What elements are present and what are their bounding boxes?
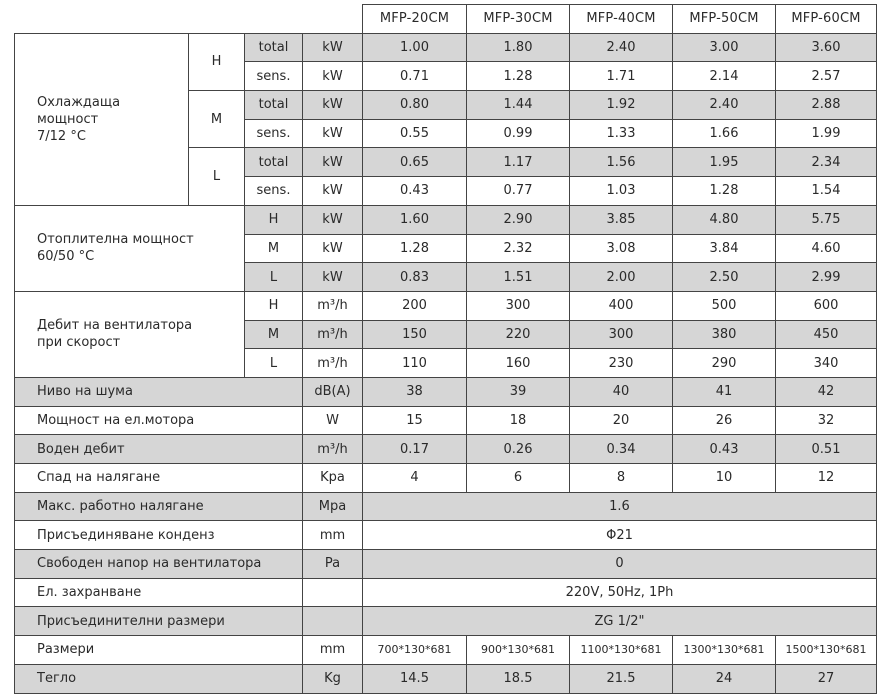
value-cell: 3.08: [570, 234, 673, 263]
value-cell: 2.40: [570, 33, 673, 62]
table-row: [15, 464, 877, 493]
unit-cell: kW: [303, 263, 363, 292]
value-cell: 1.44: [467, 91, 570, 120]
unit-cell: kW: [303, 62, 363, 91]
label-line: Охлаждаща: [37, 94, 121, 110]
value-cell: 1.80: [467, 33, 570, 62]
value-cell: 2.32: [467, 234, 570, 263]
value-cell: 1.28: [467, 62, 570, 91]
unit-cell: W: [303, 406, 363, 435]
value-cell: 40: [570, 377, 673, 406]
value-cell: 340: [776, 349, 877, 378]
value-cell: 0.17: [363, 435, 467, 464]
value-cell: 26: [673, 406, 776, 435]
value-cell: 1.56: [570, 148, 673, 177]
value-cell: 18: [467, 406, 570, 435]
value-cell: 32: [776, 406, 877, 435]
label-line: Отоплителна мощност: [37, 232, 194, 248]
value-cell: 21.5: [570, 664, 673, 693]
speed-cell: M: [245, 320, 303, 349]
value-cell: 4.60: [776, 234, 877, 263]
unit-cell: kW: [303, 177, 363, 206]
specifications-table: [14, 4, 877, 694]
row-label: Макс. работно налягане: [15, 492, 303, 521]
value-cell: 0.26: [467, 435, 570, 464]
value-cell: 20: [570, 406, 673, 435]
value-cell: 14.5: [363, 664, 467, 693]
type-cell: total: [245, 33, 303, 62]
value-cell: 8: [570, 464, 673, 493]
label-line: Дебит на вентилатора: [37, 318, 193, 334]
row-label: Размери: [15, 636, 303, 665]
row-label: Мощност на ел.мотора: [15, 406, 303, 435]
value-cell: 0.71: [363, 62, 467, 91]
value-cell: 2.90: [467, 205, 570, 234]
value-cell: 1500*130*681: [776, 636, 877, 665]
value-cell: 0.34: [570, 435, 673, 464]
value-cell: 290: [673, 349, 776, 378]
value-cell: 3.85: [570, 205, 673, 234]
merged-value-cell: 0: [363, 550, 877, 579]
value-cell: 900*130*681: [467, 636, 570, 665]
speed-cell: H: [245, 205, 303, 234]
unit-cell: m³/h: [303, 349, 363, 378]
value-cell: 1.66: [673, 119, 776, 148]
unit-cell: kW: [303, 234, 363, 263]
unit-cell: mm: [303, 636, 363, 665]
row-label: Ниво на шума: [15, 377, 303, 406]
value-cell: 380: [673, 320, 776, 349]
row-label: Присъединителни размери: [15, 607, 303, 636]
table-row: [15, 636, 877, 665]
model-header: MFP-30CM: [467, 5, 570, 34]
unit-cell: [303, 607, 363, 636]
value-cell: 2.50: [673, 263, 776, 292]
value-cell: 4: [363, 464, 467, 493]
type-cell: total: [245, 148, 303, 177]
value-cell: 2.34: [776, 148, 877, 177]
unit-cell: Kpa: [303, 464, 363, 493]
value-cell: 10: [673, 464, 776, 493]
speed-cell: L: [245, 349, 303, 378]
value-cell: 700*130*681: [363, 636, 467, 665]
value-cell: 6: [467, 464, 570, 493]
speed-cell: M: [245, 234, 303, 263]
value-cell: 2.00: [570, 263, 673, 292]
header-spacer: [15, 5, 363, 34]
value-cell: 38: [363, 377, 467, 406]
model-header: MFP-40CM: [570, 5, 673, 34]
value-cell: 1.99: [776, 119, 877, 148]
value-cell: 1.00: [363, 33, 467, 62]
speed-cell: L: [189, 148, 245, 205]
table-row: [15, 550, 877, 579]
value-cell: 300: [570, 320, 673, 349]
unit-cell: mm: [303, 521, 363, 550]
label-line: мощност: [37, 111, 99, 127]
table-row: [15, 578, 877, 607]
row-label: Свободен напор на вентилатора: [15, 550, 303, 579]
speed-cell: L: [245, 263, 303, 292]
value-cell: 1.92: [570, 91, 673, 120]
value-cell: 42: [776, 377, 877, 406]
value-cell: 24: [673, 664, 776, 693]
value-cell: 200: [363, 291, 467, 320]
speed-cell: H: [189, 33, 245, 90]
unit-cell: m³/h: [303, 320, 363, 349]
value-cell: 3.60: [776, 33, 877, 62]
table-row: [15, 205, 877, 234]
merged-value-cell: 1.6: [363, 492, 877, 521]
table-row: [15, 33, 877, 62]
value-cell: 450: [776, 320, 877, 349]
value-cell: 600: [776, 291, 877, 320]
table-row: [15, 521, 877, 550]
merged-value-cell: ZG 1/2": [363, 607, 877, 636]
heating-capacity-label: [15, 205, 245, 291]
unit-cell: dB(A): [303, 377, 363, 406]
model-header: MFP-50CM: [673, 5, 776, 34]
value-cell: 230: [570, 349, 673, 378]
table-row: [15, 664, 877, 693]
unit-cell: Kg: [303, 664, 363, 693]
value-cell: 2.14: [673, 62, 776, 91]
value-cell: 500: [673, 291, 776, 320]
value-cell: 1100*130*681: [570, 636, 673, 665]
value-cell: 0.55: [363, 119, 467, 148]
merged-value-cell: Φ21: [363, 521, 877, 550]
value-cell: 0.99: [467, 119, 570, 148]
value-cell: 1.33: [570, 119, 673, 148]
value-cell: 1300*130*681: [673, 636, 776, 665]
value-cell: 2.99: [776, 263, 877, 292]
value-cell: 1.28: [673, 177, 776, 206]
unit-cell: kW: [303, 205, 363, 234]
value-cell: 0.43: [363, 177, 467, 206]
merged-value-cell: 220V, 50Hz, 1Ph: [363, 578, 877, 607]
value-cell: 0.80: [363, 91, 467, 120]
value-cell: 0.83: [363, 263, 467, 292]
value-cell: 0.43: [673, 435, 776, 464]
value-cell: 4.80: [673, 205, 776, 234]
value-cell: 1.17: [467, 148, 570, 177]
unit-cell: kW: [303, 91, 363, 120]
table-row: [15, 377, 877, 406]
table-row: [15, 435, 877, 464]
type-cell: total: [245, 91, 303, 120]
type-cell: sens.: [245, 177, 303, 206]
table-row: [15, 492, 877, 521]
model-header: MFP-20CM: [363, 5, 467, 34]
value-cell: 1.28: [363, 234, 467, 263]
speed-cell: H: [245, 291, 303, 320]
label-line: при скорост: [37, 335, 121, 351]
unit-cell: Pa: [303, 550, 363, 579]
table-row: [15, 406, 877, 435]
value-cell: 5.75: [776, 205, 877, 234]
value-cell: 110: [363, 349, 467, 378]
speed-cell: M: [189, 91, 245, 148]
row-label: Тегло: [15, 664, 303, 693]
value-cell: 1.95: [673, 148, 776, 177]
unit-cell: kW: [303, 148, 363, 177]
value-cell: 1.54: [776, 177, 877, 206]
value-cell: 2.57: [776, 62, 877, 91]
fan-airflow-label: [15, 291, 245, 377]
unit-cell: Mpa: [303, 492, 363, 521]
value-cell: 2.40: [673, 91, 776, 120]
value-cell: 400: [570, 291, 673, 320]
value-cell: 0.77: [467, 177, 570, 206]
row-label: Спад на налягане: [15, 464, 303, 493]
label-line: 60/50 °C: [37, 249, 95, 265]
unit-cell: m³/h: [303, 291, 363, 320]
value-cell: 150: [363, 320, 467, 349]
model-header-row: [15, 5, 877, 34]
value-cell: 18.5: [467, 664, 570, 693]
value-cell: 41: [673, 377, 776, 406]
row-label: Ел. захранване: [15, 578, 303, 607]
value-cell: 27: [776, 664, 877, 693]
unit-cell: [303, 578, 363, 607]
cooling-capacity-label: [15, 33, 189, 205]
unit-cell: kW: [303, 119, 363, 148]
value-cell: 0.65: [363, 148, 467, 177]
table-row: [15, 291, 877, 320]
value-cell: 160: [467, 349, 570, 378]
type-cell: sens.: [245, 119, 303, 148]
value-cell: 39: [467, 377, 570, 406]
value-cell: 3.00: [673, 33, 776, 62]
unit-cell: kW: [303, 33, 363, 62]
label-line: 7/12 °C: [37, 128, 86, 144]
value-cell: 2.88: [776, 91, 877, 120]
value-cell: 1.51: [467, 263, 570, 292]
value-cell: 1.60: [363, 205, 467, 234]
row-label: Воден дебит: [15, 435, 303, 464]
value-cell: 12: [776, 464, 877, 493]
value-cell: 1.03: [570, 177, 673, 206]
value-cell: 220: [467, 320, 570, 349]
unit-cell: m³/h: [303, 435, 363, 464]
model-header: MFP-60CM: [776, 5, 877, 34]
type-cell: sens.: [245, 62, 303, 91]
value-cell: 3.84: [673, 234, 776, 263]
row-label: Присъединяване конденз: [15, 521, 303, 550]
value-cell: 0.51: [776, 435, 877, 464]
value-cell: 1.71: [570, 62, 673, 91]
value-cell: 15: [363, 406, 467, 435]
value-cell: 300: [467, 291, 570, 320]
table-row: [15, 607, 877, 636]
